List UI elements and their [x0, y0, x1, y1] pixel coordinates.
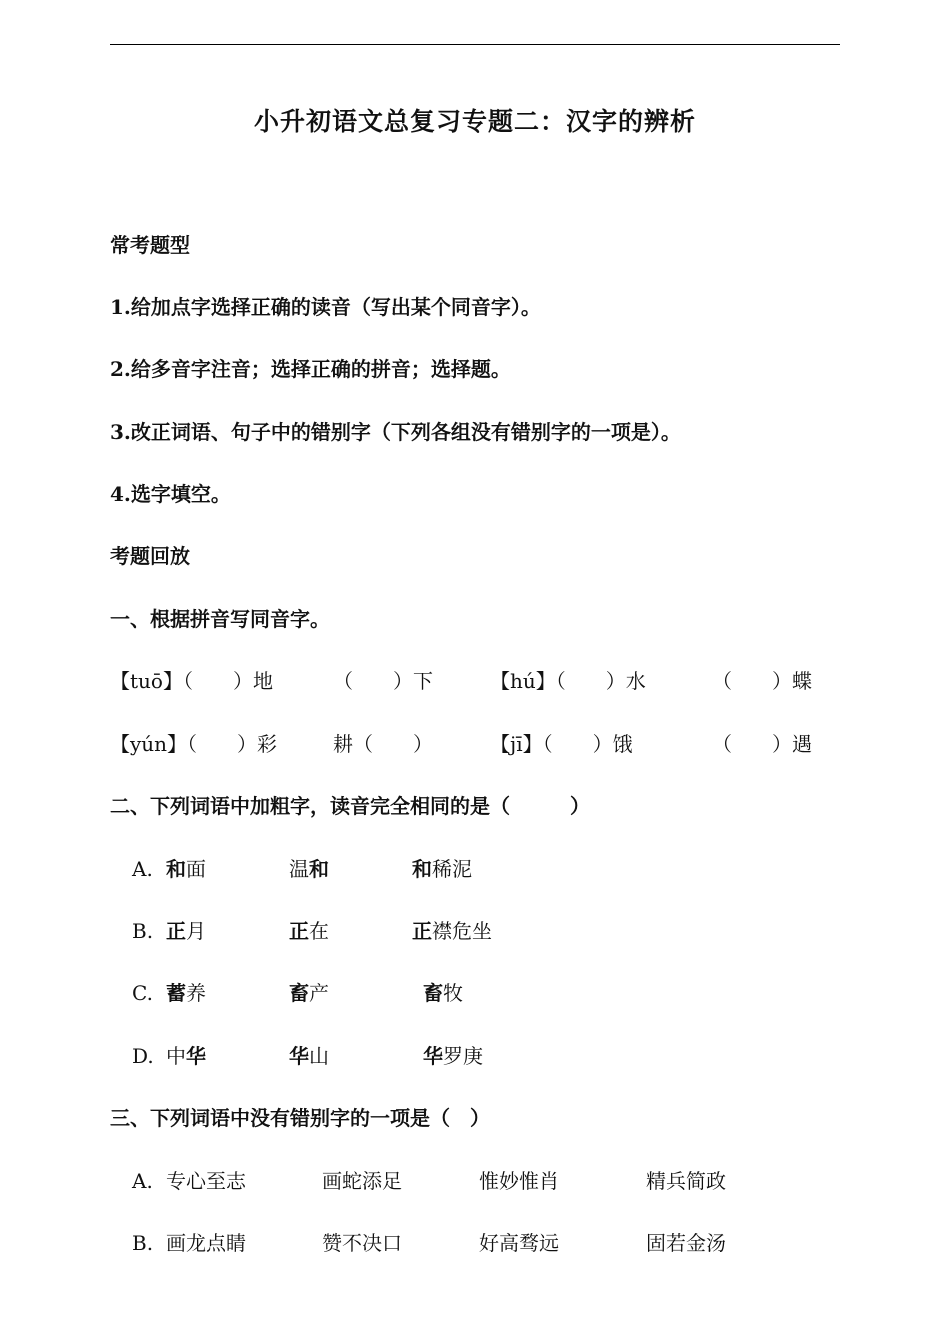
pinyin-blank: 【hú】（ ）水 — [490, 669, 646, 693]
question-3-heading: 三、下列词语中没有错别字的一项是（ ） — [110, 1106, 490, 1130]
option-label: A. — [132, 857, 153, 881]
option-word: 专心至志 — [166, 1169, 246, 1193]
section-heading-common-types: 常考题型 — [110, 233, 190, 257]
option-word: 画龙点睛 — [166, 1231, 246, 1255]
pinyin-blank: （ ）蝶 — [712, 669, 812, 693]
option-label: C. — [132, 981, 153, 1005]
option-label: A. — [132, 1169, 153, 1193]
option-word: 畜牧 — [423, 981, 463, 1005]
option-label: B. — [132, 1231, 154, 1255]
pinyin-blank: （ ）遇 — [712, 732, 812, 756]
page-title: 小升初语文总复习专题二：汉字的辨析 — [253, 107, 696, 136]
list-item: 4.选字填空。 — [110, 482, 231, 506]
option-word: 和稀泥 — [412, 857, 472, 881]
option-word: 中华 — [166, 1044, 206, 1068]
option-word: 赞不决口 — [322, 1231, 402, 1255]
option-word: 画蛇添足 — [322, 1169, 402, 1193]
option-word: 正襟危坐 — [412, 919, 492, 943]
option-word: 固若金汤 — [646, 1231, 726, 1255]
question-1-heading: 一、根据拼音写同音字。 — [110, 607, 330, 631]
option-word: 蓄养 — [166, 981, 206, 1005]
pinyin-blank: 耕（ ） — [333, 732, 433, 756]
option-word: 和面 — [166, 857, 206, 881]
option-word: 正月 — [166, 919, 206, 943]
pinyin-blank: （ ）下 — [333, 669, 433, 693]
section-heading-review: 考题回放 — [110, 544, 190, 568]
question-2-heading: 二、下列词语中加粗字，读音完全相同的是（ ） — [110, 794, 590, 818]
list-item: 1.给加点字选择正确的读音（写出某个同音字）。 — [110, 295, 541, 319]
pinyin-blank: 【yún】（ ）彩 — [110, 732, 278, 756]
option-label: D. — [132, 1044, 154, 1068]
option-word: 华山 — [289, 1044, 329, 1068]
option-word: 温和 — [289, 857, 329, 881]
option-word: 华罗庚 — [423, 1044, 483, 1068]
option-word: 畜产 — [289, 981, 329, 1005]
header-rule — [110, 44, 840, 45]
pinyin-blank: 【tuō】（ ）地 — [110, 669, 273, 693]
pinyin-blank: 【jī】（ ）饿 — [490, 732, 633, 756]
option-label: B. — [132, 919, 154, 943]
option-word: 精兵简政 — [646, 1169, 726, 1193]
option-word: 惟妙惟肖 — [479, 1169, 559, 1193]
list-item: 3.改正词语、句子中的错别字（下列各组没有错别字的一项是）。 — [110, 420, 681, 444]
option-word: 正在 — [289, 919, 329, 943]
list-item: 2.给多音字注音；选择正确的拼音；选择题。 — [110, 357, 511, 381]
option-word: 好高骛远 — [479, 1231, 559, 1255]
